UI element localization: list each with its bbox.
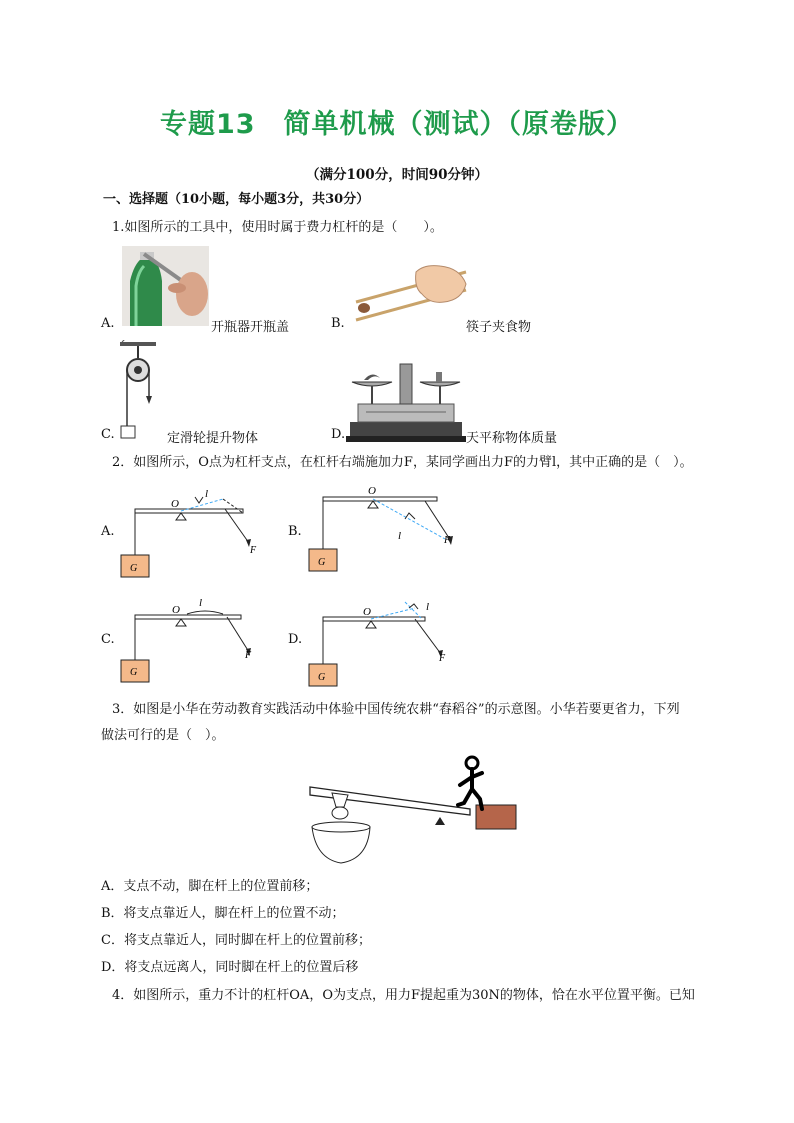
q2-b-label-f: F [444, 535, 451, 546]
q2-option-c-letter: C. [101, 632, 115, 647]
q1-option-b-letter: B. [331, 316, 345, 331]
q2-diagram-c [115, 596, 265, 686]
q2-stem: 2．如图所示，O点为杠杆支点，在杠杆右端施加力F，某同学画出力F的力臂l，其中正确的是（ ）。 [112, 455, 693, 470]
q1-stem: 1.如图所示的工具中，使用时属于费力杠杆的是（ ）。 [112, 220, 443, 235]
q2-c-label-l: l [199, 597, 203, 609]
q3-option-a: A．支点不动，脚在杆上的位置前移； [101, 879, 319, 894]
q2-diagram-a [115, 485, 265, 580]
q2-a-label-g: G [130, 563, 138, 574]
document-subtitle: （满分100分，时间90分钟） [306, 167, 488, 183]
q3-option-b: B．将支点靠近人，脚在杆上的位置不动； [101, 906, 345, 921]
q2-option-a-letter: A. [101, 524, 115, 539]
q2-diagram-b [305, 485, 465, 580]
q1-option-a-caption: 开瓶器开瓶盖 [211, 320, 290, 335]
q3-rice-pounding-diagram [300, 755, 525, 867]
q1-balance-image [344, 360, 468, 444]
q2-a-label-l: l [205, 488, 209, 500]
q1-option-c-letter: C. [101, 427, 115, 442]
q2-b-label-l: l [398, 530, 402, 542]
q2-a-label-f: F [250, 545, 257, 556]
q2-d-label-g: G [318, 672, 326, 683]
q1-pulley-image [118, 340, 158, 440]
q2-d-label-o: O [363, 606, 371, 618]
q1-chopsticks-image [352, 262, 470, 332]
q2-c-label-o: O [172, 604, 180, 616]
q2-option-b-letter: B. [288, 524, 302, 539]
q2-option-d-letter: D. [288, 632, 303, 647]
q2-diagram-d [305, 596, 455, 690]
section-heading: 一、选择题（10小题，每小题3分，共30分） [103, 192, 370, 207]
q3-stem-line1: 3．如图是小华在劳动教育实践活动中体验中国传统农耕“舂稻谷”的示意图。小华若要更省力，下列 [112, 702, 680, 717]
q1-bottle-opener-image [122, 246, 209, 326]
q2-d-label-l: l [426, 601, 430, 613]
document-title: 专题13 简单机械（测试）（原卷版） [159, 109, 635, 140]
q2-b-label-o: O [368, 485, 376, 497]
q2-c-label-g: G [130, 667, 138, 678]
q3-option-d: D．将支点远离人，同时脚在杆上的位置后移 [101, 960, 359, 975]
q2-a-label-o: O [171, 498, 179, 510]
q3-option-c: C．将支点靠近人，同时脚在杆上的位置前移； [101, 933, 371, 948]
q2-b-label-g: G [318, 557, 326, 568]
q1-option-a-letter: A. [101, 316, 115, 331]
q2-c-label-f: F [245, 650, 252, 661]
q4-stem: 4．如图所示，重力不计的杠杆OA，O为支点，用力F提起重为30N的物体，恰在水平位置平衡。已知 [112, 988, 695, 1003]
q1-option-b-caption: 筷子夹食物 [466, 320, 532, 335]
q2-d-label-f: F [439, 653, 446, 664]
q1-option-d-caption: 天平称物体质量 [466, 431, 558, 446]
q1-option-d-letter: D. [331, 427, 346, 442]
q3-stem-line2: 做法可行的是（ ）。 [101, 728, 225, 743]
q1-option-c-caption: 定滑轮提升物体 [167, 431, 259, 446]
